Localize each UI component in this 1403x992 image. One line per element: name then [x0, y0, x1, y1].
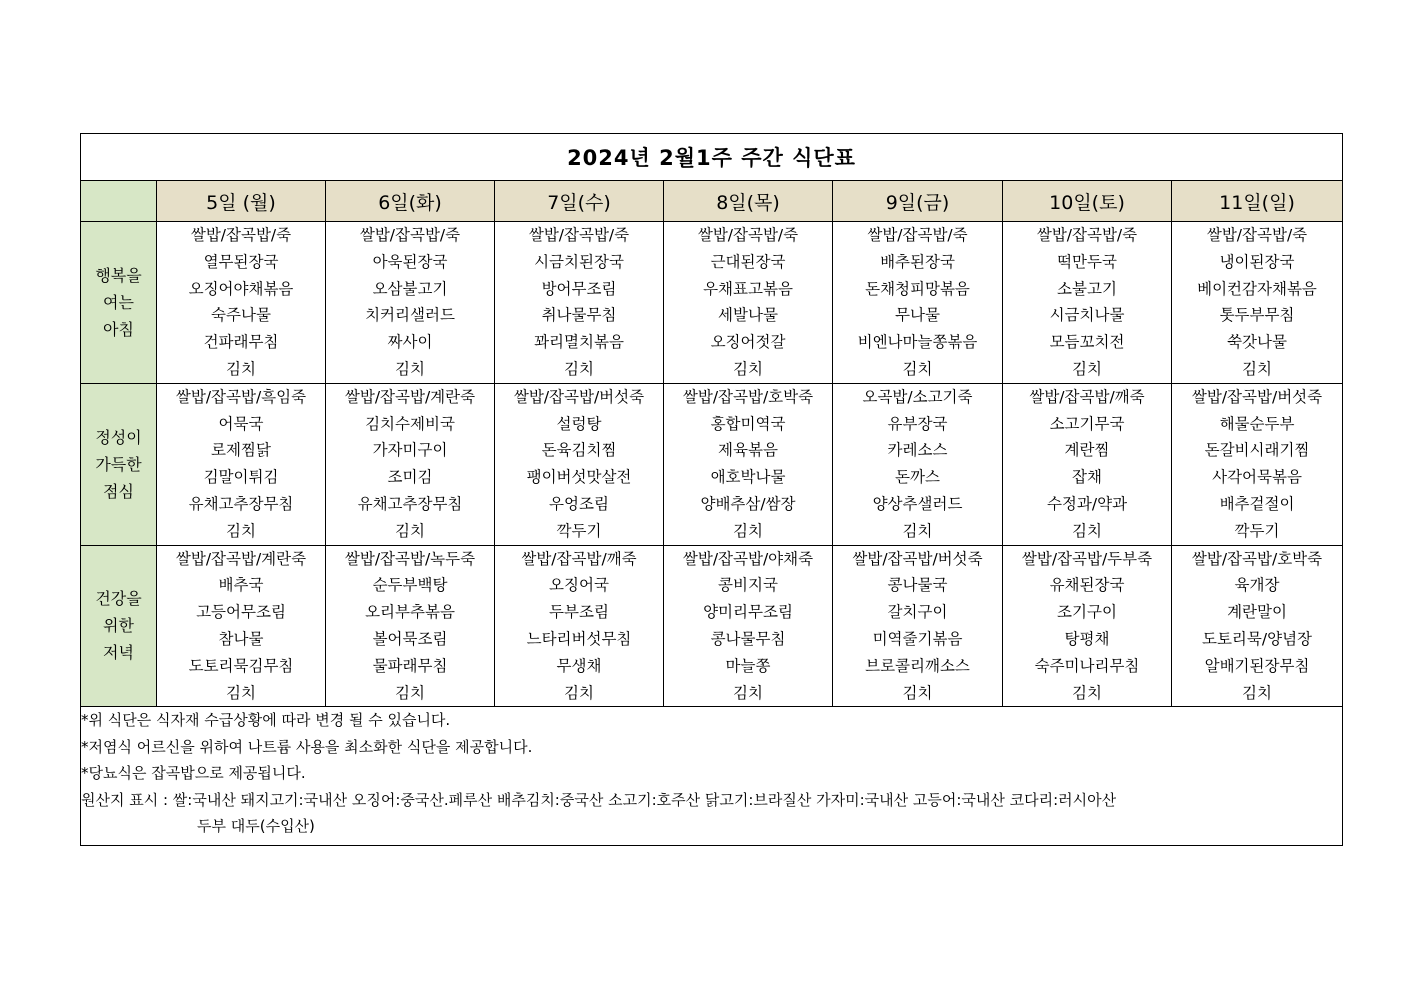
- meal-cell: [495, 222, 664, 384]
- menu-item: 김치: [226, 359, 256, 378]
- menu-item: 쌀밥/잡곡밥/죽: [1036, 226, 1138, 244]
- menu-item: 숙주미나리무침: [1034, 656, 1140, 675]
- menu-item: 쌀밥/잡곡밥/깨죽: [521, 549, 637, 568]
- meal-cell: [157, 383, 326, 545]
- menu-item: 쌀밥/잡곡밥/야채죽: [682, 549, 814, 568]
- menu-item: 방어무조림: [541, 279, 617, 298]
- menu-item: 계란찜: [1064, 441, 1110, 460]
- menu-item: 오곡밥/소고기죽: [862, 387, 973, 406]
- menu-item: 김치: [902, 359, 933, 378]
- menu-item: 순두부백탕: [372, 576, 448, 595]
- menu-item: 돈까스: [895, 468, 940, 487]
- menu-item: 유채된장국: [1049, 576, 1125, 595]
- day-header-row: [81, 181, 1343, 222]
- menu-item: 탕평채: [1064, 629, 1110, 648]
- menu-item: 세발나물: [718, 306, 778, 325]
- menu-item: 카레소스: [887, 441, 948, 460]
- day-header: 5일 (월): [157, 181, 326, 222]
- menu-item: 애호박나물: [710, 468, 786, 487]
- menu-item: 시금치된장국: [534, 252, 624, 271]
- menu-item: 비엔나마늘쫑볶음: [857, 333, 978, 352]
- meal-label: [81, 545, 157, 707]
- note-line: *위 식단은 식자재 수급상황에 따라 변경 될 수 있습니다.: [81, 711, 451, 730]
- day-header: 7일(수): [495, 181, 664, 222]
- meal-cell: [1172, 222, 1343, 384]
- menu-item: 설렁탕: [556, 414, 602, 433]
- menu-item: 계란말이: [1227, 603, 1287, 622]
- menu-item: 콩비지국: [718, 576, 778, 595]
- menu-item: 우엉조림: [549, 494, 609, 513]
- meal-cell: [157, 222, 326, 384]
- menu-item: 쌀밥/잡곡밥/죽: [528, 226, 630, 244]
- menu-item: 쌀밥/잡곡밥/죽: [359, 226, 461, 244]
- meal-label: [81, 222, 157, 384]
- day-header: 8일(목): [664, 181, 833, 222]
- menu-item: 김치: [902, 683, 933, 702]
- meal-cell: [664, 545, 833, 707]
- menu-item: 배추겉절이: [1219, 494, 1295, 513]
- menu-item: 돈채청피망볶음: [865, 279, 970, 298]
- menu-item: 해물순두부: [1219, 414, 1295, 433]
- menu-item: 쌀밥/잡곡밥/죽: [1206, 226, 1308, 244]
- meal-label-line: 행복을: [95, 265, 142, 285]
- meal-cell: [1003, 222, 1172, 384]
- day-header: 11일(일): [1172, 181, 1343, 222]
- menu-item: 양배추삼/쌈장: [700, 494, 796, 513]
- meal-cell: [664, 222, 833, 384]
- day-header: 9일(금): [833, 181, 1003, 222]
- menu-item: 도토리묵/양념장: [1201, 629, 1313, 648]
- note-line: *당뇨식은 잡곡밥으로 제공됩니다.: [81, 764, 306, 783]
- menu-item: 쌀밥/잡곡밥/호박죽: [682, 387, 814, 406]
- menu-item: 우채표고볶음: [703, 279, 793, 298]
- meal-row: [81, 222, 1343, 384]
- menu-item: 돈갈비시래기찜: [1204, 441, 1310, 460]
- menu-item: 쌀밥/잡곡밥/죽: [867, 226, 968, 244]
- menu-item: 소고기무국: [1049, 414, 1125, 433]
- day-header: 6일(화): [326, 181, 495, 222]
- menu-item: 깍두기: [1234, 521, 1280, 540]
- menu-item: 쌀밥/잡곡밥/두부죽: [1021, 549, 1153, 568]
- menu-item: 베이컨감자채볶음: [1197, 279, 1317, 298]
- menu-item: 쌀밥/잡곡밥/호박죽: [1191, 549, 1323, 568]
- meal-label-line: 저녁: [103, 643, 134, 663]
- menu-item: 느타리버섯무침: [526, 629, 632, 648]
- menu-item: 취나물무침: [541, 306, 617, 325]
- menu-item: 돈육김치찜: [541, 441, 617, 460]
- menu-item: 김치: [395, 521, 425, 540]
- menu-item: 조미김: [387, 468, 433, 487]
- meal-label-line: 점심: [103, 481, 134, 501]
- menu-item: 떡만두국: [1057, 252, 1117, 271]
- menu-item: 김치: [902, 521, 933, 540]
- menu-item: 냉이된장국: [1219, 252, 1295, 271]
- menu-item: 오징어야채볶음: [188, 279, 294, 298]
- menu-item: 김치: [1242, 683, 1272, 702]
- menu-item: 콩나물국: [887, 576, 948, 595]
- menu-item: 가자미구이: [372, 441, 448, 460]
- header-corner: [81, 181, 157, 222]
- menu-item: 쌀밥/잡곡밥/계란죽: [175, 549, 307, 568]
- menu-item: 팽이버섯맛살전: [526, 468, 632, 487]
- menu-item: 알배기된장무침: [1204, 656, 1310, 675]
- meal-row: [81, 383, 1343, 545]
- meal-cell: [664, 383, 833, 545]
- menu-item: 깍두기: [556, 521, 602, 540]
- menu-title: 2024년 2월1주 주간 식단표: [81, 134, 1343, 181]
- menu-item: 갈치구이: [887, 603, 948, 622]
- origin-note-continued: 두부 대두(수입산): [197, 817, 315, 836]
- menu-item: 열무된장국: [203, 252, 279, 271]
- meal-label-line: 여는: [103, 292, 134, 312]
- menu-item: 물파래무침: [372, 656, 448, 675]
- menu-item: 김치: [395, 683, 425, 702]
- menu-item: 고등어무조림: [196, 603, 286, 622]
- menu-item: 김치: [1072, 521, 1102, 540]
- menu-item: 톳두부무침: [1219, 306, 1295, 325]
- menu-item: 김치: [733, 683, 763, 702]
- meal-row: [81, 545, 1343, 707]
- menu-item: 배추국: [218, 576, 264, 595]
- menu-item: 김치: [1072, 359, 1102, 378]
- menu-item: 김치수제비국: [365, 414, 455, 433]
- menu-item: 미역줄기볶음: [872, 629, 963, 648]
- menu-item: 쌀밥/잡곡밥/죽: [697, 226, 799, 244]
- notes-section: [81, 707, 1343, 846]
- menu-item: 치커리샐러드: [365, 306, 455, 325]
- menu-item: 잡채: [1072, 468, 1102, 487]
- menu-item: 제육볶음: [718, 441, 778, 460]
- meal-cell: [495, 383, 664, 545]
- menu-item: 조기구이: [1057, 603, 1117, 622]
- meal-rows: [81, 222, 1343, 707]
- meal-label-line: 아침: [103, 319, 134, 339]
- menu-item: 소불고기: [1057, 279, 1117, 298]
- menu-item: 모듬꼬치전: [1049, 333, 1125, 352]
- menu-item: 근대된장국: [710, 252, 786, 271]
- menu-item: 양미리무조림: [703, 603, 793, 622]
- menu-item: 오징어국: [549, 576, 609, 595]
- meal-cell: [1172, 383, 1343, 545]
- meal-cell: [326, 383, 495, 545]
- menu-item: 양상추샐러드: [872, 494, 963, 513]
- menu-item: 유채고추장무침: [188, 494, 294, 513]
- menu-item: 쌀밥/잡곡밥/깨죽: [1029, 387, 1145, 406]
- meal-cell: [1003, 383, 1172, 545]
- menu-item: 김치: [226, 521, 256, 540]
- menu-item: 마늘쫑: [725, 656, 771, 675]
- menu-item: 김치: [564, 359, 594, 378]
- menu-item: 짜사이: [387, 333, 433, 352]
- menu-item: 로제찜닭: [211, 441, 271, 460]
- menu-item: 김치: [226, 683, 256, 702]
- menu-item: 김치: [564, 683, 594, 702]
- day-header: 10일(토): [1003, 181, 1172, 222]
- menu-item: 무나물: [895, 306, 940, 325]
- menu-item: 홍합미역국: [710, 414, 786, 433]
- meal-label-line: 가득한: [95, 454, 142, 474]
- menu-item: 시금치나물: [1049, 306, 1125, 325]
- meal-cell: [1172, 545, 1343, 707]
- meal-cell: [157, 545, 326, 707]
- menu-item: 김치: [1242, 359, 1272, 378]
- menu-item: 브로콜리깨소스: [865, 656, 970, 675]
- menu-item: 김치: [733, 521, 763, 540]
- menu-item: 아욱된장국: [372, 252, 448, 271]
- menu-item: 꽈리멸치볶음: [534, 333, 624, 352]
- menu-item: 어묵국: [218, 414, 264, 433]
- meal-cell: [833, 222, 1003, 384]
- menu-item: 볼어묵조림: [372, 629, 448, 648]
- menu-item: 쌀밥/잡곡밥/계란죽: [344, 387, 476, 406]
- meal-cell: [495, 545, 664, 707]
- meal-cell: [326, 545, 495, 707]
- meal-label-line: 위한: [103, 616, 134, 636]
- meal-label: [81, 383, 157, 545]
- menu-item: 참나물: [218, 629, 264, 648]
- menu-item: 두부조림: [549, 603, 609, 622]
- menu-item: 사각어묵볶음: [1212, 468, 1302, 487]
- note-line: *저염식 어르신을 위하여 나트륨 사용을 최소화한 식단을 제공합니다.: [81, 737, 533, 756]
- menu-item: 쌀밥/잡곡밥/죽: [190, 226, 292, 244]
- menu-item: 쌀밥/잡곡밥/버섯죽: [1191, 387, 1323, 406]
- meal-cell: [833, 545, 1003, 707]
- meal-cell: [326, 222, 495, 384]
- menu-item: 육개장: [1234, 576, 1280, 595]
- origin-note: 원산지 표시 : 쌀:국내산 돼지고기:국내산 오징어:중국산.페루산 배추김치:중국산 소고기:호주산 닭고기:브라질산 가자미:국내산 고등어:국내산 코다리:러시아산: [81, 790, 1117, 809]
- meal-cell: [833, 383, 1003, 545]
- menu-item: 유채고추장무침: [357, 494, 463, 513]
- menu-item: 수정과/약과: [1046, 494, 1128, 513]
- menu-item: 쌀밥/잡곡밥/녹두죽: [344, 549, 476, 568]
- menu-item: 도토리묵김무침: [188, 656, 294, 675]
- menu-item: 김치: [1072, 683, 1102, 702]
- meal-label-line: 건강을: [95, 589, 142, 609]
- menu-item: 오징어젓갈: [710, 333, 786, 352]
- menu-item: 쑥갓나물: [1227, 333, 1287, 352]
- menu-item: 배추된장국: [880, 252, 955, 271]
- menu-item: 쌀밥/잡곡밥/버섯죽: [513, 387, 645, 406]
- menu-item: 쌀밥/잡곡밥/흑임죽: [175, 387, 307, 406]
- menu-item: 콩나물무침: [710, 629, 786, 648]
- menu-item: 숙주나물: [211, 306, 271, 325]
- menu-item: 유부장국: [887, 414, 948, 433]
- weekly-menu-table: [80, 133, 1343, 846]
- menu-item: 김치: [395, 359, 425, 378]
- menu-item: 오삼불고기: [372, 279, 448, 298]
- menu-item: 김치: [733, 359, 763, 378]
- meal-cell: [1003, 545, 1172, 707]
- menu-item: 김말이튀김: [203, 468, 279, 487]
- menu-item: 건파래무침: [203, 333, 279, 352]
- menu-item: 오리부추볶음: [365, 603, 455, 622]
- meal-label-line: 정성이: [95, 427, 142, 447]
- menu-item: 쌀밥/잡곡밥/버섯죽: [852, 549, 983, 568]
- menu-item: 무생채: [556, 656, 602, 675]
